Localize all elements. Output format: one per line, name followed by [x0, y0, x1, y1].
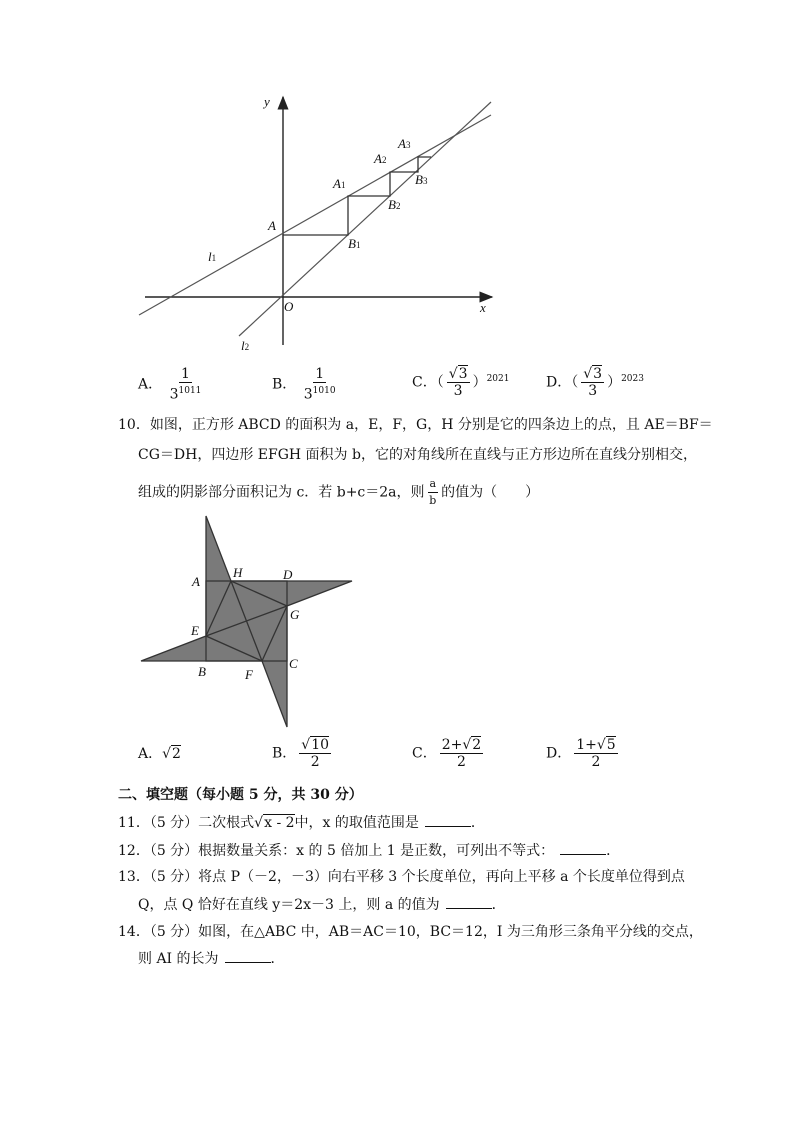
q10-line-1: 10．如图，正方形 ABCD 的面积为 a，E，F，G，H 分别是它的四条边上的点，且 AE＝BF＝ [118, 417, 713, 433]
fig2-label-f: F [245, 667, 253, 682]
q10-option-a[interactable]: A．√2 [138, 746, 181, 762]
q9-option-b[interactable] [272, 366, 339, 403]
q10-option-b[interactable]: B． $\frac{√10}{2}$ [272, 737, 330, 770]
point-a3-label: A3 [398, 136, 411, 151]
fraction: $\frac{√3}{3}$ [583, 366, 603, 399]
fig2-label-h: H [233, 565, 243, 580]
fraction: $\frac{1}{3^{1011}}$ [169, 366, 202, 403]
point-b2-label: B2 [388, 197, 401, 212]
figure-1-coordinate-graph [130, 90, 510, 360]
q12: 12．（5 分）根据数量关系：x 的 5 倍加上 1 是正数，可列出不等式： ． [118, 843, 621, 859]
q9-option-d[interactable]: D．（ $\frac{√3}{3}$ ）$^{2023}$ [546, 366, 644, 399]
point-a2-label: A2 [374, 151, 387, 166]
line-l1-label: l1 [208, 249, 217, 264]
fig2-label-e: E [191, 623, 199, 638]
fraction: $\frac{1}{3^{1010}}$ [303, 366, 336, 403]
ratio-fraction: $\frac{a}{b}$ [429, 477, 437, 507]
line-l1 [139, 115, 491, 315]
answer-blank[interactable] [425, 814, 471, 827]
q9-option-c[interactable]: C．（ $\frac{√3}{3}$ ）$^{2021}$ [412, 366, 510, 399]
line-l2-label: l2 [241, 338, 250, 353]
option-letter: A． [138, 376, 163, 393]
q10-option-d[interactable]: D． $\frac{1+√5}{2}$ [546, 737, 616, 770]
q10-line-2: CG＝DH，四边形 EFGH 面积为 b，它的对角线所在直线与正方形边所在直线分别相交， [138, 447, 697, 463]
q13-line-2: Q，点 Q 恰好在直线 y＝2x－3 上，则 a 的值为 ． [138, 897, 506, 913]
staircase [283, 157, 431, 235]
y-axis-label: y [264, 94, 270, 109]
fig2-label-c: C [289, 656, 298, 671]
fig2-label-g: G [290, 607, 300, 622]
point-a1-label: A1 [333, 176, 346, 191]
q14-line-2: 则 AI 的长为 ． [138, 951, 285, 967]
origin-label: O [284, 299, 294, 314]
fraction: $\frac{√3}{3}$ [448, 366, 468, 399]
answer-blank[interactable] [560, 842, 606, 855]
q10-option-c[interactable]: C． $\frac{2+√2}{2}$ [412, 737, 482, 770]
fig2-label-a: A [192, 574, 200, 589]
option-letter: D． [546, 374, 572, 391]
option-letter: B． [272, 376, 297, 393]
section-2-heading: 二、填空题（每小题 5 分，共 30 分） [118, 787, 363, 803]
option-letter: C． [412, 374, 437, 391]
q14-line-1: 14．（5 分）如图，在△ABC 中，AB＝AC＝10，BC＝12，I 为三角形三条角平分线的交点， [118, 924, 703, 940]
figure-2-square-star [138, 512, 356, 732]
q10-line-3: 组成的阴影部分面积记为 c．若 b+c＝2a，则 $\frac{a}{b}$ 的值为（ ） [138, 477, 540, 507]
fig2-label-b: B [198, 664, 206, 679]
point-a-label: A [268, 218, 276, 233]
x-axis-label: x [480, 300, 486, 315]
q11: 11．（5 分）二次根式√x - 2中，x 的取值范围是 ． [118, 815, 485, 831]
answer-blank[interactable] [446, 896, 492, 909]
answer-blank[interactable] [225, 950, 271, 963]
point-b3-label: B3 [415, 172, 428, 187]
point-b1-label: B1 [348, 236, 361, 251]
line-l2 [239, 102, 491, 336]
q9-option-a[interactable] [138, 366, 204, 403]
fig2-label-d: D [283, 567, 293, 582]
q13-line-1: 13．（5 分）将点 P（－2，－3）向右平移 3 个长度单位，再向上平移 a 个长度单位得到点 [118, 869, 685, 885]
